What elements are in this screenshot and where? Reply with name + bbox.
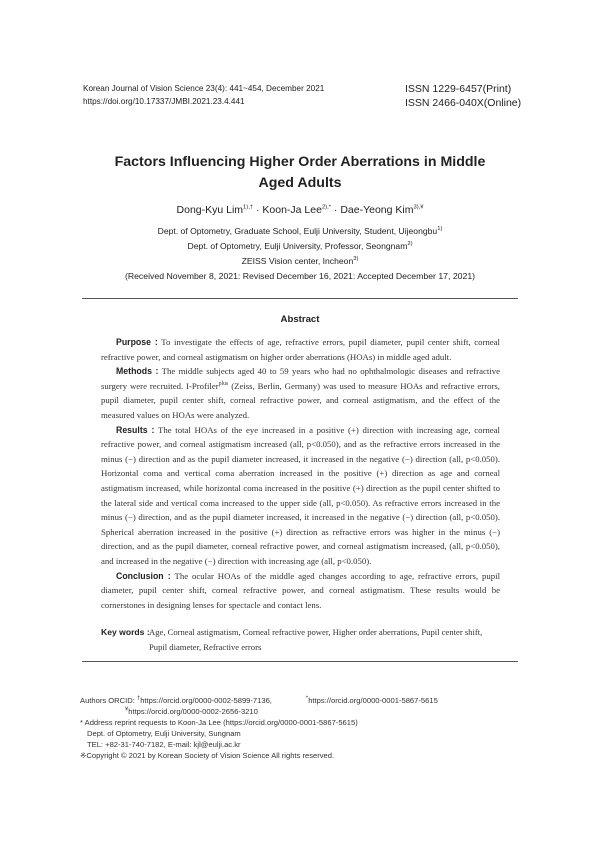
reprint-line-3: TEL: +82-31-740-7182, E-mail: kjl@eulji.ac.kr bbox=[87, 740, 241, 749]
orcid-3-link[interactable]: https://orcid.org/0000-0002-2656-3210 bbox=[128, 707, 258, 716]
affiliation-1-text: Dept. of Optometry, Graduate School, Eulji University, Student, Uijeongbu bbox=[157, 226, 438, 236]
orcid-1-link[interactable]: https://orcid.org/0000-0002-5899-7136, bbox=[140, 696, 272, 705]
orcid-1-sup: † bbox=[136, 695, 141, 702]
author-1: Dong-Kyu Lim bbox=[176, 204, 244, 216]
affiliation-2 bbox=[60, 239, 540, 255]
affiliation-2-text: Dept. of Optometry, Eulji University, Professor, Seongnam bbox=[187, 241, 408, 251]
affiliation-1 bbox=[60, 224, 540, 240]
reprint-line-2: Dept. of Optometry, Eulji University, Sungnam bbox=[87, 729, 241, 738]
abstract-purpose bbox=[101, 335, 500, 364]
results-text: The total HOAs of the eye increased in a positive (+) direction with increasing age, corneal refractive power, and corneal astigmatism increased (all, p<0.050), and as the refractive errors increased in the minus (−) direction and as the pupil diameter increased, it increased in the negative (−) direction (all, p<0.050). Horizontal coma and vertical coma aberration increased in the positive (+) direction as age and corneal astigmatism increased, while horizontal coma increased in the positive (+) direction as the pupil center shifted to the lateral side and vertical coma increased to the upper side (all, p<0.050). As refractive errors increased in the minus (−) direction, and as the pupil diameter increased, it increased in the negative (−) direction (all, p<0.050). Spherical aberration increased in the positive (+) direction as refractive errors was higher in the minus (−) direction, and as the pupil diameter, corneal refractive power, and corneal astigmatism increased, (all, p<0.050), and increased in the negative (−) direction with increasing age (all, p<0.050). bbox=[101, 424, 500, 566]
author-2-sup: 2),* bbox=[321, 204, 331, 211]
issn-print: ISSN 1229-6457(Print) bbox=[405, 83, 512, 95]
author-3-sup: 3),¥ bbox=[413, 204, 424, 211]
methods-text-b: (Zeiss, Berlin, Germany) was used to measure HOAs and refractive errors, pupil diameter, pupil center shift, corneal refractive power, and corneal astigmatism, and the effect of the measured values on HOAs were analyzed. bbox=[101, 380, 500, 420]
affiliation-3-text: ZEISS Vision center, Incheon bbox=[241, 256, 354, 266]
received-dates: (Received November 8, 2021: Revised December 16, 2021: Accepted December 17, 2021) bbox=[124, 271, 476, 281]
issn-online: ISSN 2466-040X(Online) bbox=[405, 96, 522, 109]
issn-block bbox=[405, 83, 521, 110]
abstract-methods bbox=[101, 364, 500, 422]
abstract-conclusion bbox=[101, 569, 500, 613]
abstract-body bbox=[101, 335, 500, 612]
affiliation-3-sup: 3) bbox=[353, 256, 359, 263]
author-sep-1: · bbox=[253, 204, 263, 216]
title-line-1: Factors Influencing Higher Order Aberrations in Middle bbox=[114, 154, 486, 170]
journal-citation bbox=[83, 83, 324, 108]
author-sep-2: · bbox=[330, 204, 341, 216]
author-3: Dae-Yeong Kim bbox=[340, 204, 414, 216]
author-1-sup: 1),† bbox=[243, 204, 254, 211]
affiliation-3 bbox=[60, 254, 540, 270]
orcid-2-sup: * bbox=[305, 695, 309, 702]
footnotes bbox=[80, 695, 520, 761]
reprint-line-1: * Address reprint requests to Koon-Ja Lee (https://orcid.org/0000-0001-5867-5615) bbox=[80, 718, 358, 727]
keywords-text: Age, Corneal astigmatism, Corneal refractive power, Higher order aberrations, Pupil center shift, Pupil diameter, Refractive errors bbox=[149, 627, 483, 652]
purpose-label: Purpose : bbox=[116, 337, 158, 347]
author-list bbox=[60, 204, 540, 216]
orcid-label: Authors ORCID: bbox=[80, 696, 137, 705]
copyright: ※Copyright © 2021 by Korean Society of Vision Science All rights reserved. bbox=[80, 751, 335, 760]
conclusion-label: Conclusion : bbox=[116, 570, 171, 581]
journal-line: Korean Journal of Vision Science 23(4): 441~454, December 2021 bbox=[83, 84, 325, 93]
conclusion-text: The ocular HOAs of the middle aged changes according to age, refractive errors, pupil diameter, pupil center shift, corneal refractive power, and corneal astigmatism. These results would be cornerstones in designing lenses for spectacle and contact lens. bbox=[101, 570, 500, 610]
orcid-line-2 bbox=[80, 706, 520, 717]
doi-link[interactable]: https://doi.org/10.17337/JMBI.2021.23.4.441 bbox=[83, 96, 245, 106]
affiliation-1-sup: 1) bbox=[437, 226, 443, 233]
orcid-3-sup: ¥ bbox=[125, 706, 129, 713]
methods-text-a: The middle subjects aged 40 to 59 years who had no ophthalmologic diseases and refractive surgery were recruited. I-Profiler bbox=[101, 366, 500, 391]
bottom-divider bbox=[82, 661, 518, 662]
title-line-2: Aged Adults bbox=[258, 174, 342, 191]
purpose-text: To investigate the effects of age, refractive errors, pupil diameter, pupil center shift, corneal refractive power, and corneal astigmatism on higher order aberrations (HOAs) in middle aged adult. bbox=[101, 337, 500, 362]
keywords bbox=[101, 625, 500, 654]
affiliation-2-sup: 2) bbox=[407, 241, 413, 248]
orcid-2-link[interactable]: https://orcid.org/0000-0001-5867-5615 bbox=[308, 696, 438, 705]
abstract-heading: Abstract bbox=[280, 314, 320, 325]
methods-sup: plus bbox=[218, 380, 229, 387]
orcid-line-1 bbox=[80, 695, 520, 706]
methods-label: Methods : bbox=[116, 366, 159, 377]
results-label: Results : bbox=[116, 424, 155, 435]
paper-title bbox=[60, 152, 540, 193]
abstract-results bbox=[101, 423, 500, 569]
top-divider bbox=[82, 298, 518, 299]
keywords-label: Key words : bbox=[101, 627, 150, 637]
author-2: Koon-Ja Lee bbox=[262, 204, 322, 216]
